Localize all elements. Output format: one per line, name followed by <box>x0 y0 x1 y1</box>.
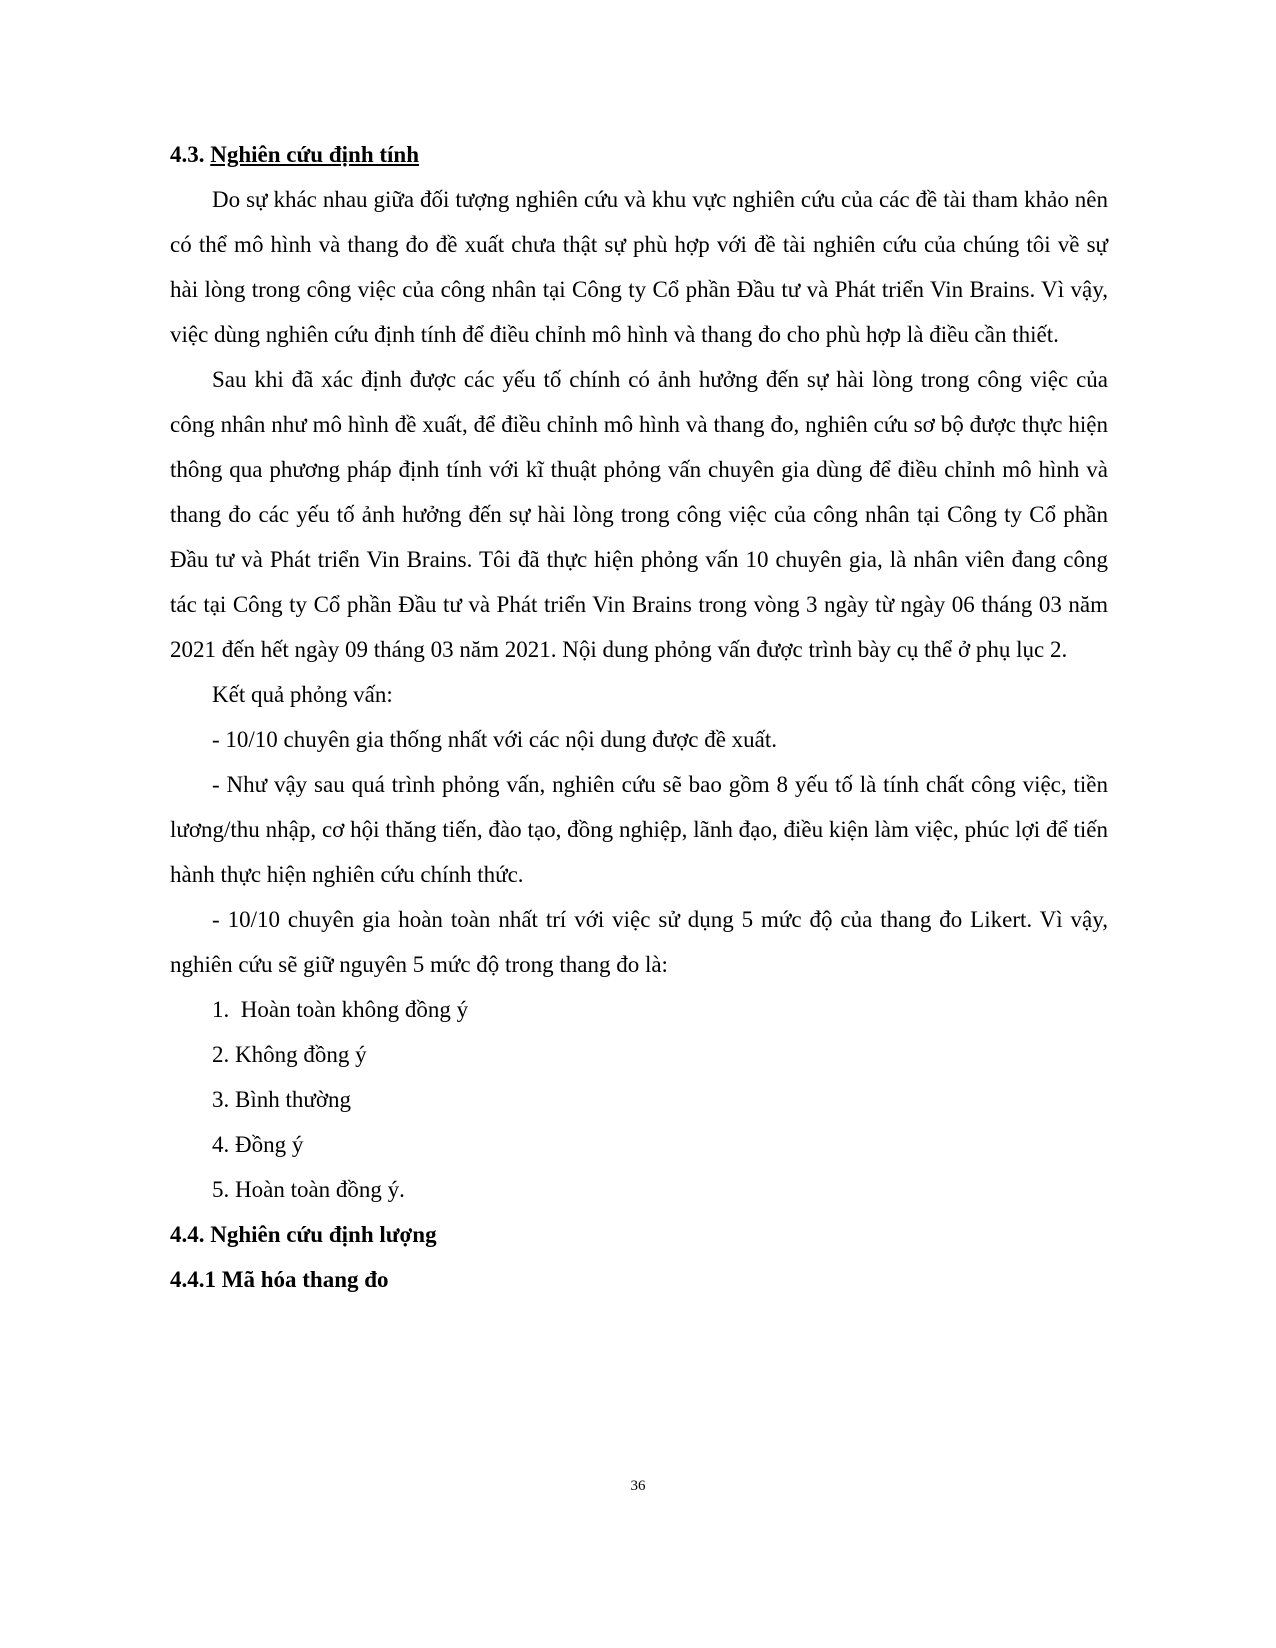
section-heading-4-3 <box>170 132 1108 177</box>
section-heading-4-3-title: Nghiên cứu định tính <box>210 142 419 167</box>
paragraph-2: Sau khi đã xác định được các yếu tố chính có ảnh hưởng đến sự hài lòng trong công việc của công nhân như mô hình đề xuất, để điều chỉnh mô hình và thang đo, nghiên cứu sơ bộ được thực hiện thông qua phương pháp định tính với kĩ thuật phỏng vấn chuyên gia dùng để điều chỉnh mô hình và thang đo các yếu tố ảnh hưởng đến sự hài lòng trong công việc của công nhân tại Công ty Cổ phần Đầu tư và Phát triển Vin Brains. Tôi đã thực hiện phỏng vấn 10 chuyên gia, là nhân viên đang công tác tại Công ty Cổ phần Đầu tư và Phát triển Vin Brains trong vòng 3 ngày từ ngày 06 tháng 03 năm 2021 đến hết ngày 09 tháng 03 năm 2021. Nội dung phỏng vấn được trình bày cụ thể ở phụ lục 2. <box>170 367 1108 662</box>
paragraph-result-1: - 10/10 chuyên gia thống nhất với các nội dung được đề xuất. <box>212 727 778 752</box>
likert-list-item-4: 4. Đồng ý <box>212 1132 304 1157</box>
section-heading-4-4: 4.4. Nghiên cứu định lượng <box>170 1222 437 1247</box>
likert-list-item-1: 1. Hoàn toàn không đồng ý <box>212 997 469 1022</box>
page-number: 36 <box>630 1478 646 1494</box>
paragraph-interview-results: Kết quả phỏng vấn: <box>212 682 393 707</box>
likert-list-item-2: 2. Không đồng ý <box>212 1042 367 1067</box>
page-footer <box>0 1476 1276 1496</box>
section-heading-4-3-number: 4.3. <box>170 142 205 167</box>
section-heading-4-4-1: 4.4.1 Mã hóa thang đo <box>170 1267 389 1292</box>
paragraph-1: Do sự khác nhau giữa đối tượng nghiên cứu và khu vực nghiên cứu của các đề tài tham khảo nên có thể mô hình và thang đo đề xuất chưa thật sự phù hợp với đề tài nghiên cứu của chúng tôi về sự hài lòng trong công việc của công nhân tại Công ty Cổ phần Đầu tư và Phát triển Vin Brains. Vì vậy, việc dùng nghiên cứu định tính để điều chỉnh mô hình và thang đo cho phù hợp là điều cần thiết. <box>170 187 1108 347</box>
paragraph-result-2: - Như vậy sau quá trình phỏng vấn, nghiên cứu sẽ bao gồm 8 yếu tố là tính chất công việc, tiền lương/thu nhập, cơ hội thăng tiến, đào tạo, đồng nghiệp, lãnh đạo, điều kiện làm việc, phúc lợi để tiến hành thực hiện nghiên cứu chính thức. <box>170 772 1108 887</box>
paragraph-result-3: - 10/10 chuyên gia hoàn toàn nhất trí với việc sử dụng 5 mức độ của thang đo Likert. Vì vậy, nghiên cứu sẽ giữ nguyên 5 mức độ trong thang đo là: <box>170 907 1108 977</box>
likert-list-item-3: 3. Bình thường <box>212 1087 351 1112</box>
likert-list-item-5: 5. Hoàn toàn đồng ý. <box>212 1177 405 1202</box>
page-content <box>170 132 1108 1302</box>
likert-scale-list <box>170 987 1108 1212</box>
